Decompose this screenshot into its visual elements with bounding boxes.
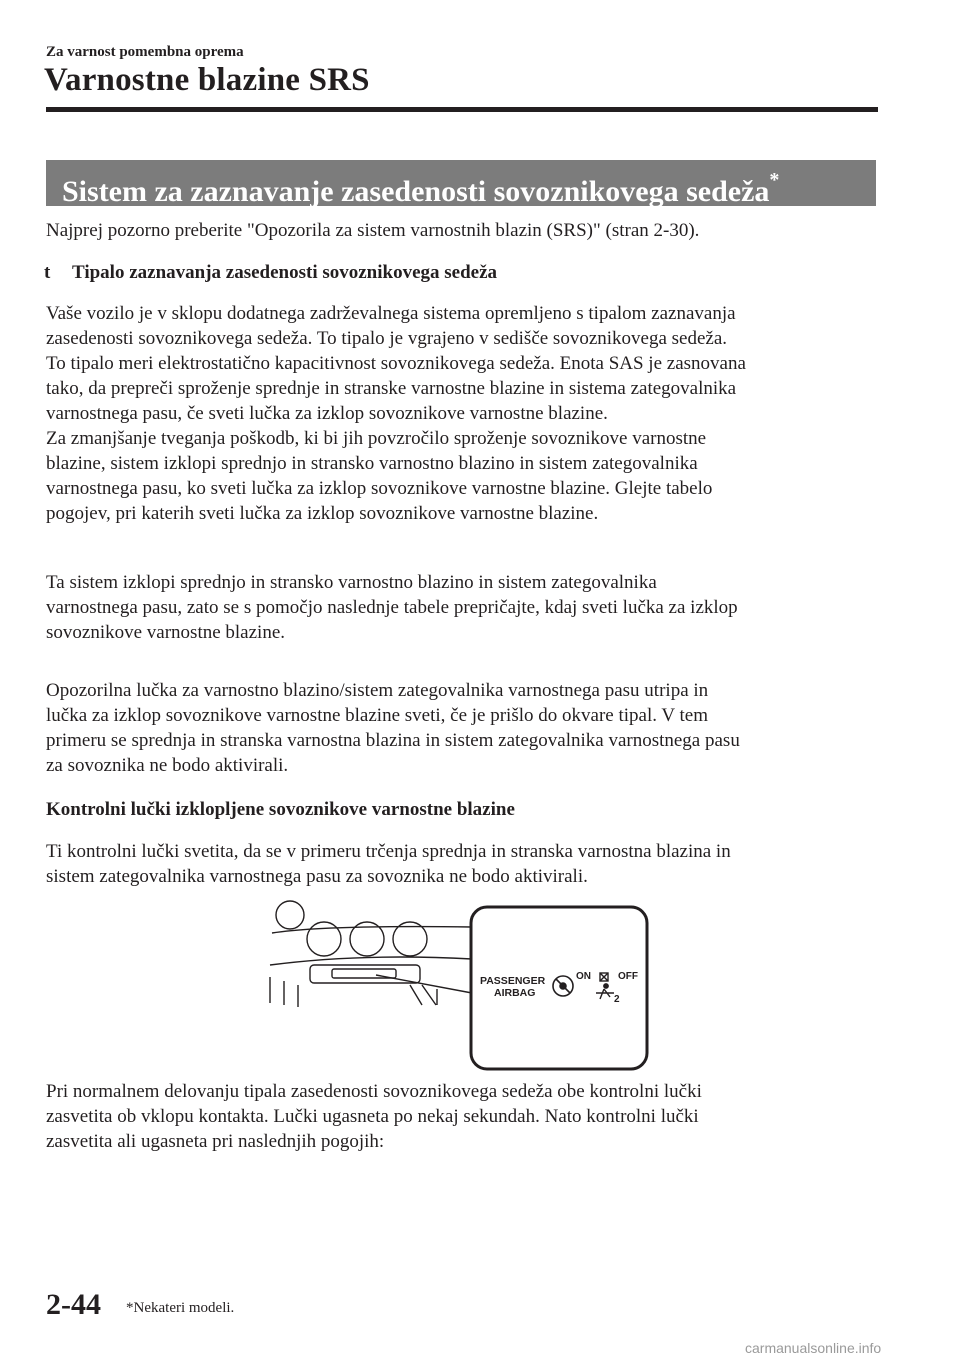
section-bullet-icon: t [44, 262, 51, 283]
leader-line [376, 975, 472, 993]
section-banner [46, 160, 876, 206]
subsection-heading [44, 262, 497, 284]
chapter-title: Varnostne blazine SRS [44, 62, 370, 98]
watermark: carmanualsonline.info [745, 1340, 882, 1356]
text-line: zasedenosti sovoznikovega sedeža. To tipalo je vgrajeno v sedišče sovoznikovega sedeža. [46, 328, 728, 349]
off-label: OFF [618, 971, 638, 982]
dashboard-top-line [272, 927, 472, 933]
dashboard-panel-line [270, 957, 472, 965]
text-line: varnostnega pasu, če sveti lučka za izklop sovoznikove varnostne blazine. [46, 403, 608, 424]
intro-text: Najprej pozorno preberite "Opozorila za sistem varnostnih blazin (SRS)" (stran 2-30). [46, 220, 700, 241]
indicator-heading: Kontrolni lučki izklopljene sovoznikove varnostne blazine [46, 799, 515, 820]
text-line: sistem zategovalnika varnostnega pasu za sovoznika ne bodo aktivirali. [46, 866, 588, 887]
console-lines [270, 977, 298, 1007]
text-line: varnostnega pasu, ko sveti lučka za izklop sovoznikove varnostne blazine. Glejte tabelo [46, 478, 713, 499]
text-line: lučka za izklop sovoznikove varnostne blazine sveti, če je prišlo do okvare tipal. V tem [46, 705, 708, 726]
airbag-label: AIRBAG [494, 987, 536, 999]
paragraph-sensor-malfunction [46, 678, 886, 778]
text-line: Ti kontrolni lučki svetita, da se v primeru trčenja sprednja in stranska varnostna blazina in [46, 841, 731, 862]
paragraph-normal-operation [46, 1079, 886, 1154]
airbag-indicator-illustration [262, 893, 652, 1073]
footnote: *Nekateri modeli. [126, 1300, 235, 1316]
paragraph-sensor-description [46, 301, 886, 526]
on-label: ON [576, 971, 591, 982]
air-vent-left [307, 922, 341, 956]
page-number: 2-44 [46, 1288, 101, 1321]
text-line: primeru se sprednja in stranska varnostna blazina in sistem zategovalnika varnostnega pasu [46, 730, 740, 751]
panel-lines [410, 985, 437, 1005]
passenger-label: PASSENGER [480, 975, 546, 987]
text-line: varnostnega pasu, zato se s pomočjo naslednje tabele prepričajte, kdaj sveti lučka za izklop [46, 597, 738, 618]
text-line: pogojev, pri katerih sveti lučka za izklop sovoznikove varnostne blazine. [46, 503, 599, 524]
paragraph-system-deactivation [46, 570, 886, 645]
header-rule [46, 107, 878, 112]
text-line: Vaše vozilo je v sklopu dodatnega zadrževalnega sistema opremljeno s tipalom zaznavanja [46, 303, 736, 324]
dashboard-knob [276, 901, 304, 929]
section-title: Sistem za zaznavanje zasedenosti sovoznikovega sedeža [62, 175, 770, 208]
paragraph-indicator-lights [46, 839, 886, 889]
subsection-title: Tipalo zaznavanja zasedenosti sovoznikovega sedeža [72, 262, 498, 283]
breadcrumb: Za varnost pomembna oprema [46, 44, 244, 60]
optional-feature-marker: * [769, 169, 780, 191]
text-line: sovoznikove varnostne blazine. [46, 622, 286, 643]
text-line: Ta sistem izklopi sprednjo in stransko varnostno blazino in sistem zategovalnika [46, 572, 657, 593]
text-line: Za zmanjšanje tveganja poškodb, ki bi jih povzročilo sproženje sovoznikove varnostne [46, 428, 707, 449]
text-line: zasvetita ob vklopu kontakta. Lučki ugasneta po nekaj sekundah. Nato kontrolni lučki [46, 1106, 699, 1127]
text-line: To tipalo meri elektrostatično kapacitivnost sovoznikovega sedeža. Enota SAS je zasnovana [46, 353, 746, 374]
off-indicator-number: 2 [614, 994, 620, 1005]
text-line: zasvetita ali ugasneta pri naslednjih pogojih: [46, 1131, 385, 1152]
text-line: Opozorilna lučka za varnostno blazino/sistem zategovalnika varnostnega pasu utripa in [46, 680, 709, 701]
text-line: Pri normalnem delovanju tipala zasedenosti sovoznikovega sedeža obe kontrolni lučki [46, 1081, 702, 1102]
text-line: blazine, sistem izklopi sprednjo in stransko varnostno blazino in sistem zategovalnika [46, 453, 698, 474]
text-line: za sovoznika ne bodo aktivirali. [46, 755, 289, 776]
text-line: tako, da prepreči sproženje sprednje in stranske varnostne blazine in sistema zategovalnika [46, 378, 737, 399]
